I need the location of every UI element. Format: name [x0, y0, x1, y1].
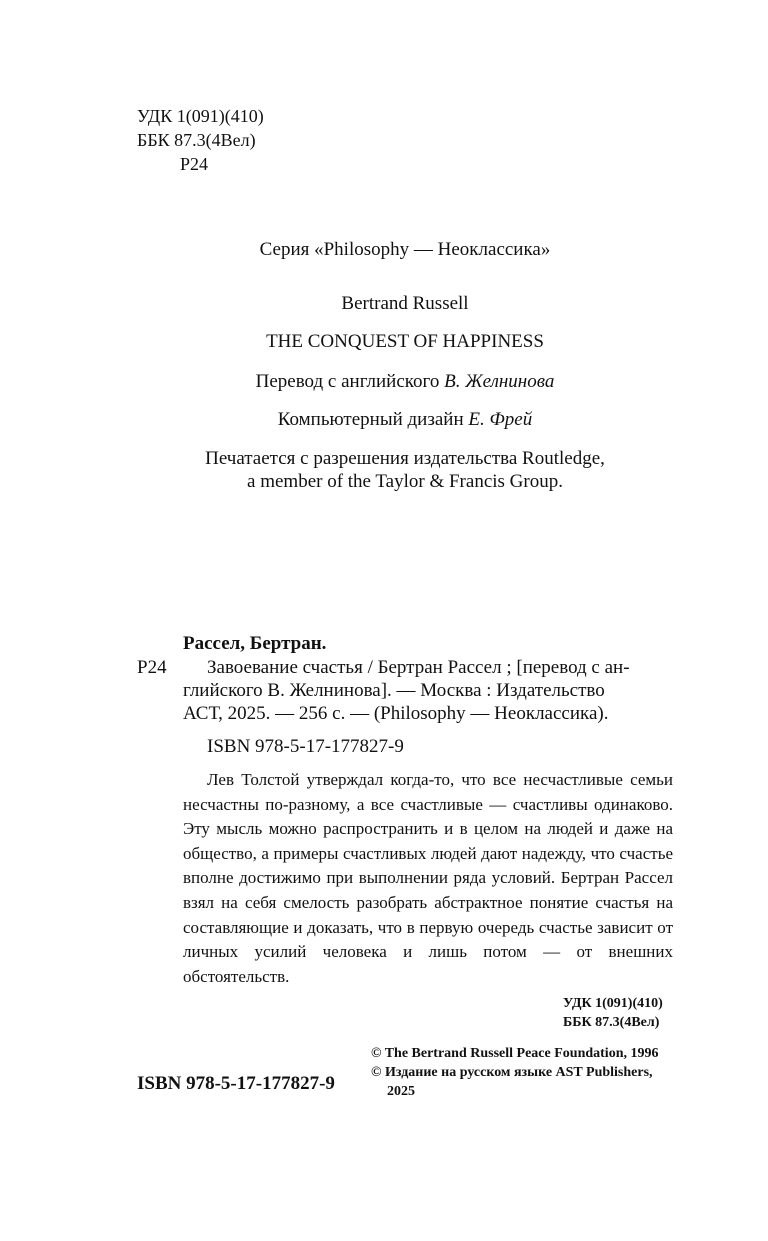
bbk-code-bottom: ББК 87.3(4Вел): [563, 1015, 660, 1030]
footer-isbn: ISBN 978-5-17-177827-9: [137, 1073, 335, 1094]
annotation: [183, 768, 673, 989]
copyright-foundation: © The Bertrand Russell Peace Foundation, 1996: [371, 1046, 659, 1061]
biblio-author-heading: Рассел, Бертран.: [183, 633, 327, 654]
author-mark: Р24: [180, 154, 209, 174]
designer-label: Компьютерный дизайн: [277, 409, 464, 430]
translator-name: В. Желнинова: [444, 371, 555, 392]
biblio-line-2: глийского В. Желнинова]. — Москва : Издательство: [183, 680, 605, 701]
permission-line-1: Печатается с разрешения издательства Routledge,: [205, 448, 605, 469]
permission-line-2: a member of the Taylor & Francis Group.: [247, 471, 563, 492]
copyright-edition-line-2: 2025: [387, 1084, 415, 1099]
biblio-line-3: АСТ, 2025. — 256 с. — (Philosophy — Неоклассика).: [183, 703, 609, 724]
translator-credit: [0, 371, 768, 393]
original-author: Bertrand Russell: [341, 293, 469, 314]
biblio-author-mark: Р24: [137, 657, 167, 678]
series-title: Серия «Philosophy — Неоклассика»: [259, 239, 551, 260]
udk-code: УДК 1(091)(410): [137, 106, 264, 126]
designer-name: Е. Фрей: [468, 409, 533, 430]
annotation-text: Лев Толстой утверждал когда-то, что все несчастливые семьи несчастны по-разному, а все счастливые — счастливы одинаково. Эту мысль можно распространить и в целом на людей и даже на общество, а примеры счастливых людей дают надежду, что счастье вполне достижимо при выполнении ряда условий. Бертран Рассел взял на себя смелость разобрать абстрактное понятие счастья на составляющие и доказать, что в первую очередь счастье зависит от личных усилий человека и лишь потом — от внешних обстоятельств.: [183, 770, 673, 986]
designer-credit: [0, 409, 768, 431]
original-title: THE CONQUEST OF HAPPINESS: [266, 331, 544, 352]
biblio-isbn: ISBN 978-5-17-177827-9: [207, 736, 404, 757]
biblio-line-1: Завоевание счастья / Бертран Рассел ; [перевод с ан-: [207, 657, 630, 678]
translator-label: Перевод с английского: [255, 371, 440, 392]
copyright-edition-line-1: © Издание на русском языке AST Publishers,: [371, 1065, 653, 1080]
udk-code-bottom: УДК 1(091)(410): [563, 996, 663, 1011]
bbk-code: ББК 87.3(4Вел): [137, 130, 256, 150]
